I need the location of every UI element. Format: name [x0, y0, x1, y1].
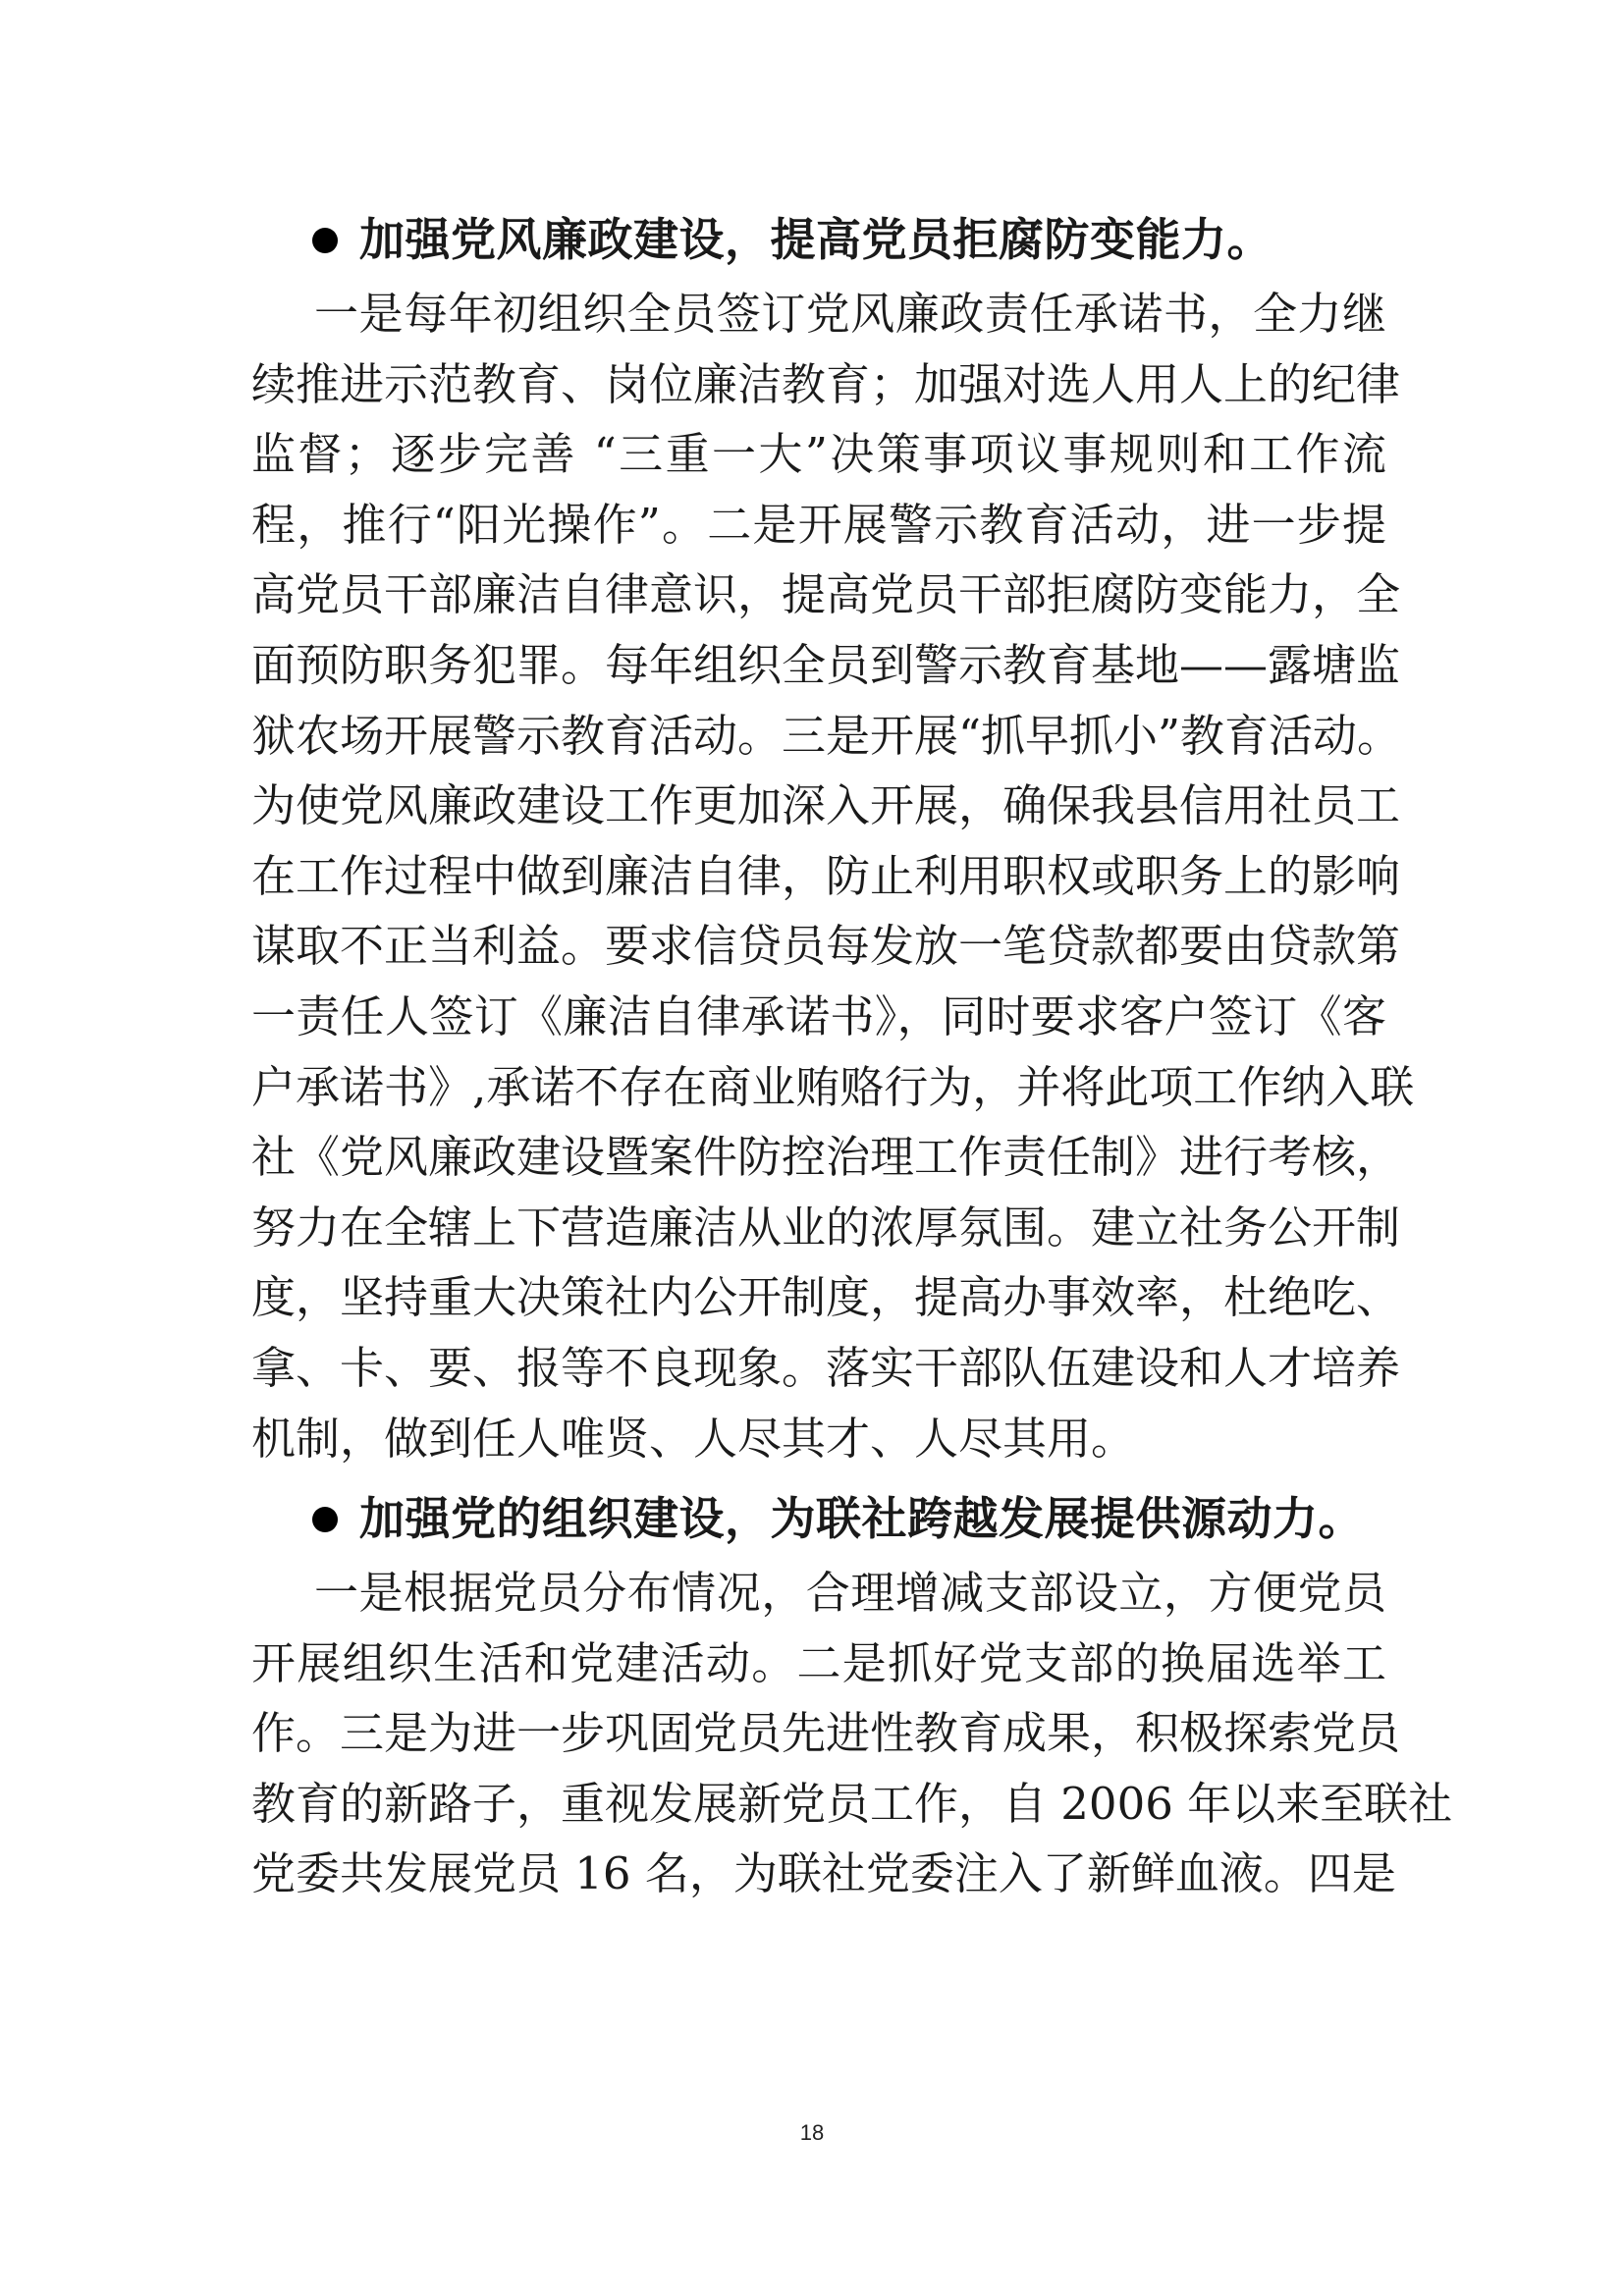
paragraph-line: 狱农场开展警示教育活动。三是开展“抓早抓小”教育活动。	[251, 709, 1402, 762]
paragraph-line: 监督；逐步完善 “三重一大”决策事项议事规则和工作流	[251, 428, 1386, 481]
section-heading-integrity	[251, 208, 1386, 271]
paragraph-line: 面预防职务犯罪。每年组织全员到警示教育基地——露塘监	[251, 638, 1401, 691]
section-heading-text: 加强党的组织建设，为联社跨越发展提供源动力。	[359, 1492, 1364, 1546]
paragraph-line: 高党员干部廉洁自律意识，提高党员干部拒腐防变能力，全	[251, 568, 1401, 621]
paragraph-line: 努力在全辖上下营造廉洁从业的浓厚氛围。建立社务公开制	[251, 1201, 1401, 1254]
paragraph-line: 在工作过程中做到廉洁自律，防止利用职权或职务上的影响	[251, 849, 1401, 902]
paragraph-line: 党委共发展党员 16 名，为联社党委注入了新鲜血液。四是	[251, 1847, 1396, 1900]
paragraph-line: 教育的新路子，重视发展新党员工作，自 2006 年以来至联社	[251, 1777, 1453, 1830]
section-heading-text: 加强党风廉政建设，提高党员拒腐防变能力。	[359, 213, 1272, 266]
page-body	[251, 208, 1453, 1909]
paragraph-integrity	[251, 279, 1415, 1473]
bullet-icon	[312, 228, 338, 253]
paragraph-line: 一是根据党员分布情况，合理增减支部设立，方便党员	[314, 1567, 1386, 1620]
paragraph-line: 为使党风廉政建设工作更加深入开展，确保我县信用社员工	[251, 779, 1401, 832]
paragraph-line: 程，推行“阳光操作”。二是开展警示教育活动，进一步提	[251, 498, 1386, 551]
paragraph-line: 开展组织生活和党建活动。二是抓好党支部的换届选举工	[251, 1636, 1386, 1689]
page-number: 18	[799, 2120, 825, 2145]
paragraph-line: 度，坚持重大决策社内公开制度，提高办事效率，杜绝吃、	[251, 1271, 1401, 1324]
paragraph-line: 一是每年初组织全员签订党风廉政责任承诺书，全力继	[314, 288, 1386, 340]
paragraph-line: 一责任人签订《廉洁自律承诺书》，同时要求客户签订《客	[251, 989, 1386, 1042]
bullet-icon	[312, 1507, 338, 1532]
paragraph-organization	[251, 1558, 1453, 1909]
paragraph-line: 机制，做到任人唯贤、人尽其才、人尽其用。	[251, 1412, 1136, 1465]
paragraph-line: 续推进示范教育、岗位廉洁教育；加强对选人用人上的纪律	[251, 357, 1401, 410]
paragraph-line: 作。三是为进一步巩固党员先进性教育成果，积极探索党员	[251, 1707, 1401, 1760]
paragraph-line: 户承诺书》,承诺不存在商业贿赂行为，并将此项工作纳入联	[251, 1060, 1415, 1113]
paragraph-line: 拿、卡、要、报等不良现象。落实干部队伍建设和人才培养	[251, 1341, 1401, 1394]
section-heading-organization	[251, 1487, 1386, 1550]
paragraph-line: 社《党风廉政建设暨案件防控治理工作责任制》进行考核，	[251, 1131, 1401, 1184]
paragraph-line: 谋取不正当利益。要求信贷员每发放一笔贷款都要由贷款第	[251, 920, 1401, 973]
